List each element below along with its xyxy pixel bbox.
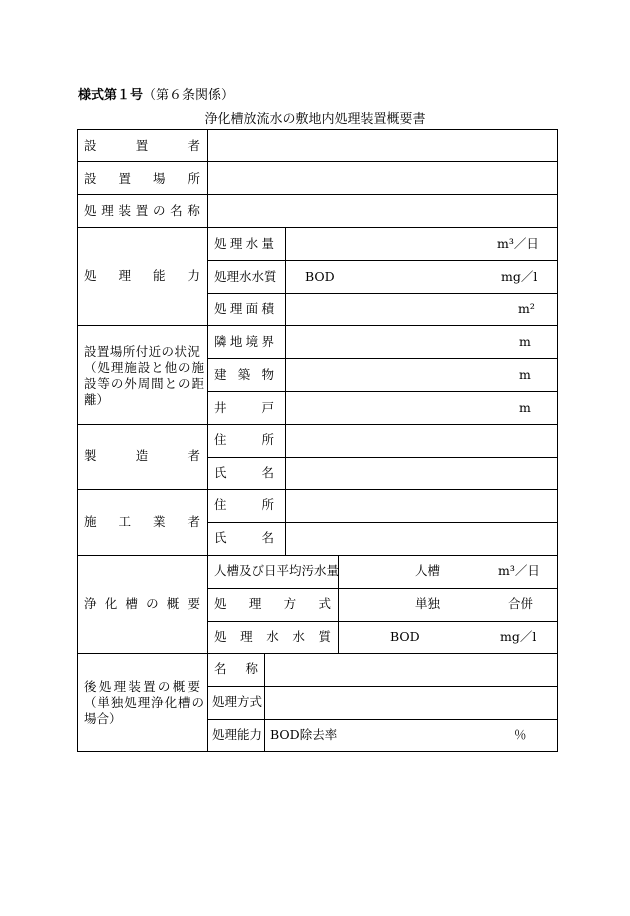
well-unit: m — [519, 400, 531, 415]
table-border — [557, 129, 558, 752]
table-border — [77, 129, 557, 130]
column-divider — [207, 129, 208, 752]
column-divider — [264, 653, 265, 751]
row-divider — [207, 391, 557, 392]
install-location-label: 設 置 場 所 — [84, 171, 200, 186]
table-border — [77, 751, 558, 752]
manufacturer-label: 製 造 者 — [84, 448, 200, 463]
building-label: 建 築 物 — [214, 367, 274, 382]
row-divider — [207, 588, 557, 589]
boundary-label: 隣 地 境 界 — [214, 334, 274, 349]
septic-capacity-unit1: 人槽 — [415, 563, 441, 578]
capacity-label: 処 理 能 力 — [84, 268, 200, 283]
row-divider — [207, 522, 557, 523]
post-treatment-note: （単独処理浄化槽の場合） — [84, 695, 204, 726]
water-volume-unit: m³／日 — [497, 236, 539, 251]
row-divider — [77, 424, 557, 425]
row-divider — [207, 457, 557, 458]
post-capacity-label: 処理能力 — [212, 727, 263, 742]
contractor-name-label: 氏 名 — [214, 530, 274, 545]
septic-quality-param: BOD — [390, 629, 420, 644]
septic-overview-label: 浄 化 槽 の 概 要 — [84, 596, 200, 611]
column-divider — [285, 227, 286, 555]
manufacturer-name-label: 氏 名 — [214, 465, 274, 480]
post-treatment-label: 後 処 理 装 置 の 概 要 — [84, 679, 200, 694]
post-capacity-unit: ％ — [514, 727, 527, 742]
row-divider — [77, 489, 557, 490]
row-divider — [77, 555, 557, 556]
septic-capacity-label: 人槽及び日平均汚水量 — [214, 563, 340, 578]
row-divider — [207, 621, 557, 622]
contractor-address-label: 住 所 — [214, 497, 274, 512]
septic-method-option2: 合併 — [508, 596, 534, 611]
row-divider — [207, 260, 557, 261]
table-border — [77, 129, 78, 752]
post-name-label: 名 称 — [214, 661, 258, 676]
row-divider — [207, 719, 557, 720]
row-divider — [207, 358, 557, 359]
water-quality-unit: mg／l — [501, 269, 538, 284]
row-divider — [77, 653, 557, 654]
post-method-label: 処理方式 — [212, 694, 263, 709]
contractor-label: 施 工 業 者 — [84, 514, 200, 529]
row-divider — [77, 194, 557, 195]
row-divider — [207, 686, 557, 687]
water-volume-label: 処 理 水 量 — [214, 236, 274, 251]
row-divider — [207, 293, 557, 294]
septic-quality-label: 処 理 水 水 質 — [214, 629, 331, 644]
building-unit: m — [519, 367, 531, 382]
device-name-label: 処 理 装 置 の 名 称 — [84, 203, 200, 218]
water-quality-param: BOD — [305, 269, 335, 284]
septic-quality-unit: mg／l — [500, 629, 537, 644]
septic-method-option1: 単独 — [415, 596, 441, 611]
row-divider — [77, 325, 557, 326]
form-title: 浄化槽放流水の敷地内処理装置概要書 — [204, 112, 426, 127]
surroundings-note: （処理施設と他の施設等の外周間との距離） — [84, 360, 204, 407]
septic-capacity-unit2: m³／日 — [498, 563, 540, 578]
installer-label: 設 置 者 — [84, 138, 200, 153]
form-number: 様式第１号（第６条関係） — [78, 88, 235, 103]
septic-method-label: 処 理 方 式 — [214, 596, 331, 611]
boundary-unit: m — [519, 334, 531, 349]
row-divider — [77, 227, 557, 228]
manufacturer-address-label: 住 所 — [214, 432, 274, 447]
surroundings-label: 設 置 場 所 付 近 の 状 況 — [84, 344, 200, 359]
area-label: 処 理 面 積 — [214, 301, 274, 316]
area-unit: m² — [518, 301, 535, 316]
row-divider — [77, 161, 557, 162]
post-capacity-param: BOD除去率 — [270, 727, 338, 742]
water-quality-label: 処理水水質 — [214, 269, 277, 284]
well-label: 井 戸 — [214, 400, 274, 415]
